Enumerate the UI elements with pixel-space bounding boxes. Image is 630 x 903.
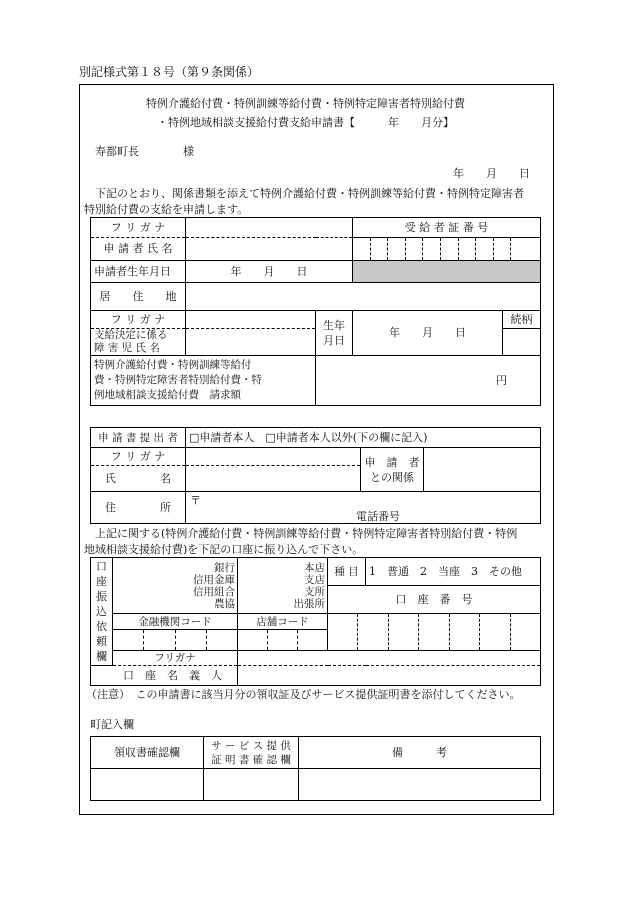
application-date[interactable]: 年 月 日 [453,167,530,180]
receipt-check-label: 領収書確認欄 [91,737,204,769]
office-table [90,736,541,801]
institution-code-label: 金融機関コード [113,614,238,630]
form-title-line2: ・特例地域相談支援給付費支給申請書【 年 月分】 [157,116,454,129]
child-birth-label: 生年 月日 [316,311,353,356]
transfer-note-line1: 上記に関する(特例介護給付費・特例訓練等給付費・特例特定障害者特別給付費・特例 [95,527,518,540]
submitter-options[interactable]: □申請者本人 □申請者本人以外(下の欄に記入) [186,428,541,448]
attachment-notice: （注意） この申請書に該当月分の領収証及びサービス提供証明書を添付してください。 [86,688,521,701]
relation-to-applicant-label: 申 請 者 との関係 [361,448,424,492]
applicant-name-label: 申 請 者 氏 名 [91,238,186,261]
bank-table [90,557,541,686]
claim-amount-field[interactable] [316,356,541,406]
submitter-name-label: 氏 名 [91,466,186,492]
branch-code-field[interactable] [238,630,328,651]
residence-label: 居 住 地 [91,283,186,311]
relation-field[interactable] [503,329,541,356]
child-furigana-label: フ リ ガ ナ [91,311,186,329]
account-number-label: 口 座 番 号 [328,586,541,614]
bank-side-label: 口 座 振 込 依 頼 欄 [91,558,113,666]
applicant-name-field[interactable] [186,238,353,261]
institution-type[interactable]: 銀行 信用金庫 信用組合 農協 [113,558,238,614]
branch-type[interactable]: 本店 支店 支所 出張所 [238,558,328,614]
applicant-table [90,217,541,406]
recipient-number-label: 受 給 者 証 番 号 [353,218,541,238]
institution-code-field[interactable] [113,630,238,651]
account-kind-label: 種 目 [328,558,366,586]
holder-furigana-field[interactable] [238,651,541,666]
applicant-birth-label: 申請者生年月日 [91,261,186,283]
submitter-address-field[interactable] [186,492,541,524]
relation-label: 続柄 [503,311,541,329]
intro-line2: 特別給付費の支給を申請します。 [84,203,249,216]
child-name-field[interactable] [186,329,316,356]
holder-furigana-label: フリガナ [113,651,238,666]
relation-to-applicant-field[interactable] [424,448,541,492]
shaded-cell [353,261,541,283]
child-furigana-field[interactable] [186,311,316,329]
service-cert-check-field[interactable] [204,769,299,801]
form-id: 別記様式第１８号（第９条関係） [79,65,260,79]
residence-field[interactable] [186,283,541,311]
recipient-number-field[interactable] [353,238,541,261]
transfer-note-line2: 地域相談支援給付費)を下記の口座に振り込んで下さい。 [84,543,364,556]
submitter-furigana-label: フ リ ガ ナ [91,448,186,466]
child-birth-field[interactable]: 年 月 日 [353,311,503,356]
phone-label: 電話番号 [356,510,400,523]
claim-amount-label: 特例介護給付費・特例訓練等給付 費・特例特定障害者特別給付費・特 例地域相談支援給付費 請求額 [91,356,316,406]
submitter-table [90,427,541,524]
branch-code-label: 店舗コード [238,614,328,630]
form-title-line1: 特例介護給付費・特例訓練等給付費・特例特定障害者特別給付費 [146,97,465,110]
applicant-birth-field[interactable]: 年 月 日 [186,261,353,283]
submitter-name-field[interactable] [186,466,361,492]
addressee: 寿都町長 様 [95,145,194,158]
postal-mark: 〒 [190,494,201,507]
account-kind-options[interactable]: 1 普通 2 当座 3 その他 [366,558,541,586]
applicant-furigana-field[interactable] [186,218,353,238]
submitter-furigana-field[interactable] [186,448,361,466]
remarks-field[interactable] [299,769,541,801]
office-use-heading: 町記入欄 [90,718,134,731]
account-holder-field[interactable] [238,666,541,686]
service-cert-check-label: サ ー ビ ス 提 供 証 明 書 確 認 欄 [204,737,299,769]
submitter-label: 申 請 書 提 出 者 [91,428,186,448]
intro-line1: 下記のとおり、関係書類を添えて特例介護給付費・特例訓練等給付費・特例特定障害者 [95,187,524,200]
yen-unit: 円 [496,373,507,387]
receipt-check-field[interactable] [91,769,204,801]
account-holder-label: 口 座 名 義 人 [91,666,238,686]
submitter-address-label: 住 所 [91,492,186,524]
applicant-furigana-label: フ リ ガ ナ [91,218,186,238]
remarks-label: 備 考 [299,737,541,769]
child-name-label: 支給決定に係る 障 害 児 氏 名 [91,329,186,356]
account-number-field[interactable] [328,614,541,651]
